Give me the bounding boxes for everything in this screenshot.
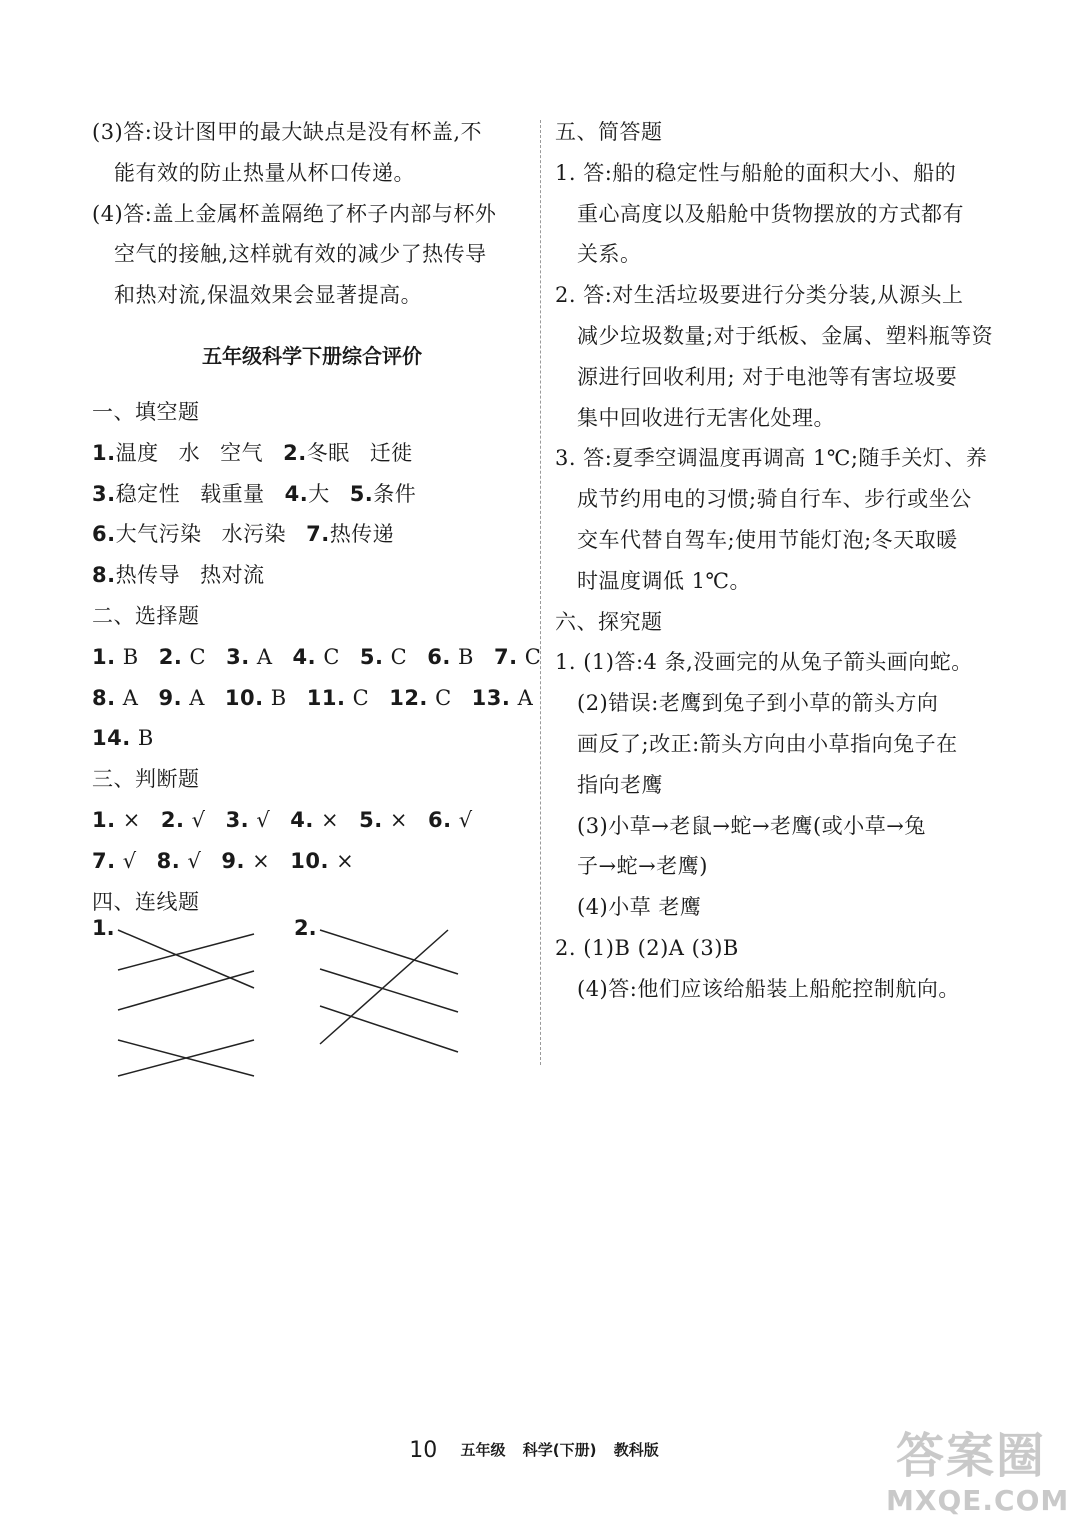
answer-line: (4)答:盖上金属杯盖隔绝了杯子内部与杯外: [92, 201, 497, 226]
answer: B: [270, 685, 287, 710]
section-heading-judge: 三、判断题: [92, 767, 200, 792]
answer: C: [435, 685, 452, 710]
choice-row-3: [92, 718, 532, 759]
matching-figure-1: [114, 922, 264, 1082]
section-title: 五年级科学下册综合评价: [202, 343, 422, 368]
answer-line: 能有效的防止热量从杯口传递。: [114, 160, 415, 185]
figure-2-label: 2.: [294, 916, 317, 941]
item-number: 6.: [427, 644, 451, 669]
answer: 热对流: [200, 563, 265, 588]
section-heading-fill-blank: 一、填空题: [92, 399, 200, 424]
item-number: 4.: [290, 807, 314, 832]
answer: 大: [308, 481, 330, 506]
answer-line: 子→蛇→老鹰): [577, 854, 708, 879]
match-line: [320, 969, 458, 1012]
answer: 载重量: [200, 481, 265, 506]
item-number: 6.: [92, 522, 116, 547]
answer-line: (4)小草 老鹰: [577, 895, 702, 920]
figure-1-label: 1.: [92, 916, 115, 941]
footer-grade: 五年级: [460, 1441, 506, 1459]
item-number: 7.: [306, 522, 330, 547]
item-number: 2.: [160, 807, 185, 832]
item-number: 5.: [349, 481, 374, 506]
choice-row-1: [92, 637, 542, 678]
answer: ×: [252, 848, 271, 873]
section-heading-choice: 二、选择题: [92, 603, 200, 628]
answer: ×: [321, 807, 340, 832]
item-number: 4.: [284, 481, 309, 506]
answer-line: 3. 答:夏季空调温度再调高 1℃;随手关灯、养: [555, 446, 988, 471]
item-number: 9.: [158, 685, 183, 710]
footer-subject: 科学(下册): [522, 1441, 597, 1459]
match-line: [118, 971, 254, 1010]
item-number: 4.: [292, 644, 317, 669]
answer-line: 空气的接触,这样就有效的减少了热传导: [114, 242, 487, 267]
watermark-text: 答案圈: [895, 1428, 1046, 1484]
answer: ×: [336, 848, 355, 873]
item-number: 8.: [92, 685, 116, 710]
item-number: 14.: [92, 726, 131, 751]
answer: 大气污染: [115, 522, 202, 547]
answer-line: 画反了;改正:箭头方向由小草指向兔子在: [577, 731, 958, 756]
answer: 水污染: [221, 522, 287, 547]
item-number: 3.: [92, 481, 116, 506]
answer-line: 减少垃圾数量;对于纸板、金属、塑料瓶等资: [577, 323, 994, 348]
answer-line: 集中回收进行无害化处理。: [577, 405, 835, 430]
answer-line: 重心高度以及船舱中货物摆放的方式都有: [577, 201, 964, 226]
item-number: 2.: [158, 644, 183, 669]
choice-row-2: [92, 678, 532, 719]
section-heading-matching: 四、连线题: [92, 889, 200, 914]
item-number: 6.: [428, 807, 452, 832]
answer-line: (3)小草→老鼠→蛇→老鹰(或小草→兔: [577, 813, 926, 838]
answer: 空气: [220, 440, 264, 465]
answer-line: 1. (1)答:4 条,没画完的从兔子箭头画向蛇。: [555, 650, 973, 675]
answer: C: [189, 644, 207, 669]
answer: C: [390, 644, 408, 669]
answer: 稳定性: [115, 481, 181, 506]
answer: C: [352, 685, 370, 710]
answer: 条件: [373, 481, 417, 506]
answer: 热传导: [115, 563, 181, 588]
answer: √: [458, 807, 473, 832]
answer-line: (2)错误:老鹰到兔子到小草的箭头方向: [577, 691, 939, 716]
match-line: [320, 930, 458, 974]
answer: 冬眠: [306, 440, 350, 465]
answer: 热传递: [329, 522, 395, 547]
item-number: 3.: [226, 644, 250, 669]
item-number: 10.: [290, 848, 329, 873]
answer: 温度: [115, 440, 159, 465]
answer-line: 时温度调低 1℃。: [577, 568, 752, 593]
item-number: 11.: [306, 685, 346, 710]
answer: A: [517, 685, 534, 710]
fill-blank-row-1: [92, 433, 532, 474]
answer-line: (3)答:设计图甲的最大缺点是没有杯盖,不: [92, 120, 482, 144]
watermark: [886, 1428, 1070, 1528]
section-heading-inquiry: 六、探究题: [555, 609, 663, 634]
answer: B: [122, 644, 139, 669]
match-line: [320, 1006, 458, 1052]
matching-figures: [92, 916, 532, 1092]
item-number: 12.: [389, 685, 428, 710]
answer-line: 指向老鹰: [577, 772, 663, 797]
page-number: 10: [409, 1438, 438, 1463]
item-number: 1.: [92, 644, 116, 669]
item-number: 5.: [359, 644, 384, 669]
answer-line: (4)答:他们应该给船装上船舵控制航向。: [577, 976, 960, 1001]
item-number: 7.: [493, 644, 518, 669]
answer: 水: [178, 440, 201, 465]
footer-edition: 教科版: [613, 1441, 659, 1459]
matching-figure-2: [316, 922, 466, 1082]
answer: ×: [122, 807, 141, 832]
answer: A: [122, 685, 139, 710]
answer: A: [189, 685, 205, 710]
answer-line: 关系。: [577, 242, 642, 267]
item-number: 1.: [92, 807, 116, 832]
answer: B: [458, 644, 474, 669]
answer: A: [256, 644, 273, 669]
answer: √: [187, 848, 202, 873]
answer-line: 1. 答:船的稳定性与船舱的面积大小、船的: [555, 160, 957, 185]
item-number: 7.: [92, 848, 116, 873]
item-number: 2.: [283, 440, 307, 465]
watermark-url: MXQE.COM: [886, 1484, 1070, 1517]
right-column: [555, 112, 994, 1010]
answer: 迁徙: [369, 440, 413, 465]
answer: ×: [389, 807, 409, 832]
answer-line: 2. (1)B (2)A (3)B: [555, 935, 739, 960]
item-number: 13.: [471, 685, 511, 710]
fill-blank-row-4: [92, 555, 532, 596]
item-number: 8.: [92, 563, 116, 588]
fill-blank-row-2: [92, 474, 532, 515]
item-number: 9.: [221, 848, 245, 873]
judge-row-1: [92, 800, 532, 841]
fill-blank-row-3: [92, 514, 532, 555]
answer-line: 2. 答:对生活垃圾要进行分类分装,从源头上: [555, 283, 964, 308]
answer: √: [122, 848, 137, 873]
answer: C: [323, 644, 340, 669]
column-divider: [540, 120, 541, 1065]
item-number: 1.: [92, 440, 116, 465]
item-number: 5.: [359, 807, 383, 832]
answer: √: [256, 807, 271, 832]
answer-line: 交车代替自驾车;使用节能灯泡;冬天取暖: [577, 527, 958, 552]
answer-line: 和热对流,保温效果会显著提高。: [114, 283, 423, 308]
answer: C: [524, 644, 542, 669]
item-number: 8.: [156, 848, 181, 873]
answer-line: 源进行回收利用; 对于电池等有害垃圾要: [577, 364, 958, 389]
item-number: 3.: [225, 807, 250, 832]
judge-row-2: [92, 841, 532, 882]
answer: B: [137, 726, 154, 751]
section-heading-short-answer: 五、简答题: [555, 120, 663, 144]
left-column: [92, 112, 542, 1092]
answer: √: [191, 807, 206, 832]
answer-line: 成节约用电的习惯;骑自行车、步行或坐公: [577, 487, 972, 512]
item-number: 10.: [224, 685, 264, 710]
